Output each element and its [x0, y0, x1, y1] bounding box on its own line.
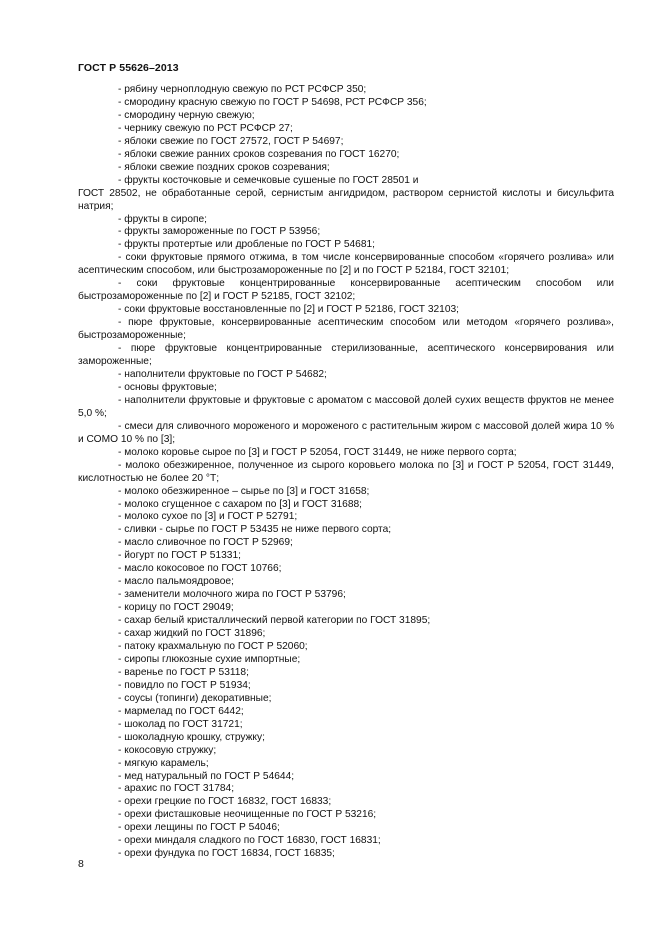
list-item: - арахис по ГОСТ 31784; — [118, 783, 235, 795]
list-item: - патоку крахмальную по ГОСТ Р 52060; — [118, 640, 308, 652]
list-item: - сахар белый кристаллический первой категории по ГОСТ 31895; — [118, 615, 431, 627]
page-number: 8 — [78, 858, 84, 870]
list-item: - пюре фруктовые, консервированные асептическим способом или методом «горячего розлива», быстрозамороженные; — [78, 317, 614, 342]
list-item: - мягкую карамель; — [118, 757, 209, 769]
list-item: - повидло по ГОСТ Р 51934; — [118, 679, 251, 691]
list-item: - смородину черную свежую; — [118, 109, 255, 121]
list-item: - фрукты протертые или дробленые по ГОСТ Р 54681; — [118, 239, 376, 251]
list-item: - смеси для сливочного мороженого и мороженого с растительным жиром с массовой долей жира 10 % и СОМО 10 % по [3]; — [78, 420, 614, 445]
list-item: - фрукты в сиропе; — [118, 213, 208, 225]
list-item: - яблоки свежие по ГОСТ 27572, ГОСТ Р 54697; — [118, 135, 344, 147]
list-item: - мармелад по ГОСТ 6442; — [118, 705, 244, 717]
list-item: - наполнители фруктовые и фруктовые с ароматом с массовой долей сухих веществ фруктов не менее 5,0 %; — [78, 394, 614, 419]
list-item-continuation: ГОСТ 28502, не обработанные серой, сернистым ангидридом, раствором сернистой кислоты и бисульфита натрия; — [78, 187, 614, 212]
list-item: - рябину черноплодную свежую по РСТ РСФСР 350; — [118, 84, 367, 95]
list-item: - фрукты замороженные по ГОСТ Р 53956; — [118, 226, 321, 238]
list-item: - орехи фисташковые неочищенные по ГОСТ Р 53216; — [118, 809, 377, 821]
list-item: - чернику свежую по РСТ РСФСР 27; — [118, 122, 293, 134]
list-item: - соки фруктовые концентрированные консервированные асептическим способом или быстрозамороженные по [2] и ГОСТ Р 52185, ГОСТ 32102; — [78, 278, 614, 303]
list-item: - молоко обезжиренное, полученное из сырого коровьего молока по [3] и ГОСТ Р 52054, ГОСТ 31449, кислотностью не более 20 °Т; — [78, 459, 614, 484]
list-item: - шоколад по ГОСТ 31721; — [118, 718, 243, 730]
list-item: - молоко сухое по [3] и ГОСТ Р 52791; — [118, 511, 298, 523]
list-item: - молоко сгущенное с сахаром по [3] и ГОСТ 31688; — [118, 498, 362, 510]
list-item: - молоко обезжиренное – сырье по [3] и ГОСТ 31658; — [118, 485, 370, 497]
list-item: - молоко коровье сырое по [3] и ГОСТ Р 52054, ГОСТ 31449, не ниже первого сорта; — [118, 446, 517, 458]
list-item: - сиропы глюкозные сухие импортные; — [118, 653, 301, 665]
list-item: - основы фруктовые; — [118, 381, 217, 393]
list-item: - орехи фундука по ГОСТ 16834, ГОСТ 16835; — [118, 848, 335, 860]
document-header-title: ГОСТ Р 55626–2013 — [78, 62, 179, 74]
list-item: - масло кокосовое по ГОСТ 10766; — [118, 563, 282, 575]
list-item: - фрукты косточковые и семечковые сушеные по ГОСТ 28501 и — [118, 174, 419, 186]
list-item: - мед натуральный по ГОСТ Р 54644; — [118, 770, 295, 782]
list-item: - варенье по ГОСТ Р 53118; — [118, 666, 249, 678]
list-item: - наполнители фруктовые по ГОСТ Р 54682; — [118, 368, 327, 380]
list-item: - соусы (топинги) декоративные; — [118, 692, 272, 704]
list-item: - сливки - сырье по ГОСТ Р 53435 не ниже первого сорта; — [118, 524, 392, 536]
list-item: - соки фруктовые прямого отжима, в том числе консервированные способом «горячего розлива» или асептическим способом, или быстрозамороженные по [2] и по ГОСТ Р 52184, ГОСТ 32101; — [78, 252, 614, 277]
list-item: - заменители молочного жира по ГОСТ Р 53796; — [118, 589, 346, 601]
list-item: - яблоки свежие поздних сроков созревания; — [118, 161, 330, 173]
list-item: - орехи лещины по ГОСТ Р 54046; — [118, 822, 280, 834]
ingredient-list — [78, 84, 614, 861]
list-item: - корицу по ГОСТ 29049; — [118, 602, 234, 614]
list-item: - шоколадную крошку, стружку; — [118, 731, 265, 743]
list-item: - орехи миндаля сладкого по ГОСТ 16830, ГОСТ 16831; — [118, 835, 381, 847]
list-item: - смородину красную свежую по ГОСТ Р 54698, РСТ РСФСР 356; — [118, 96, 427, 108]
list-item: - яблоки свежие ранних сроков созревания по ГОСТ 16270; — [118, 148, 400, 160]
list-item: - сахар жидкий по ГОСТ 31896; — [118, 628, 266, 640]
list-item: - масло пальмоядровое; — [118, 576, 234, 588]
list-item: - кокосовую стружку; — [118, 744, 217, 756]
list-item: - масло сливочное по ГОСТ Р 52969; — [118, 537, 293, 549]
list-item: - йогурт по ГОСТ Р 51331; — [118, 550, 241, 562]
list-item: - пюре фруктовые концентрированные стерилизованные, асептического консервирования или замороженные; — [78, 343, 614, 368]
list-item: - соки фруктовые восстановленные по [2] и ГОСТ Р 52186, ГОСТ 32103; — [118, 304, 459, 316]
list-item: - орехи грецкие по ГОСТ 16832, ГОСТ 16833; — [118, 796, 332, 808]
